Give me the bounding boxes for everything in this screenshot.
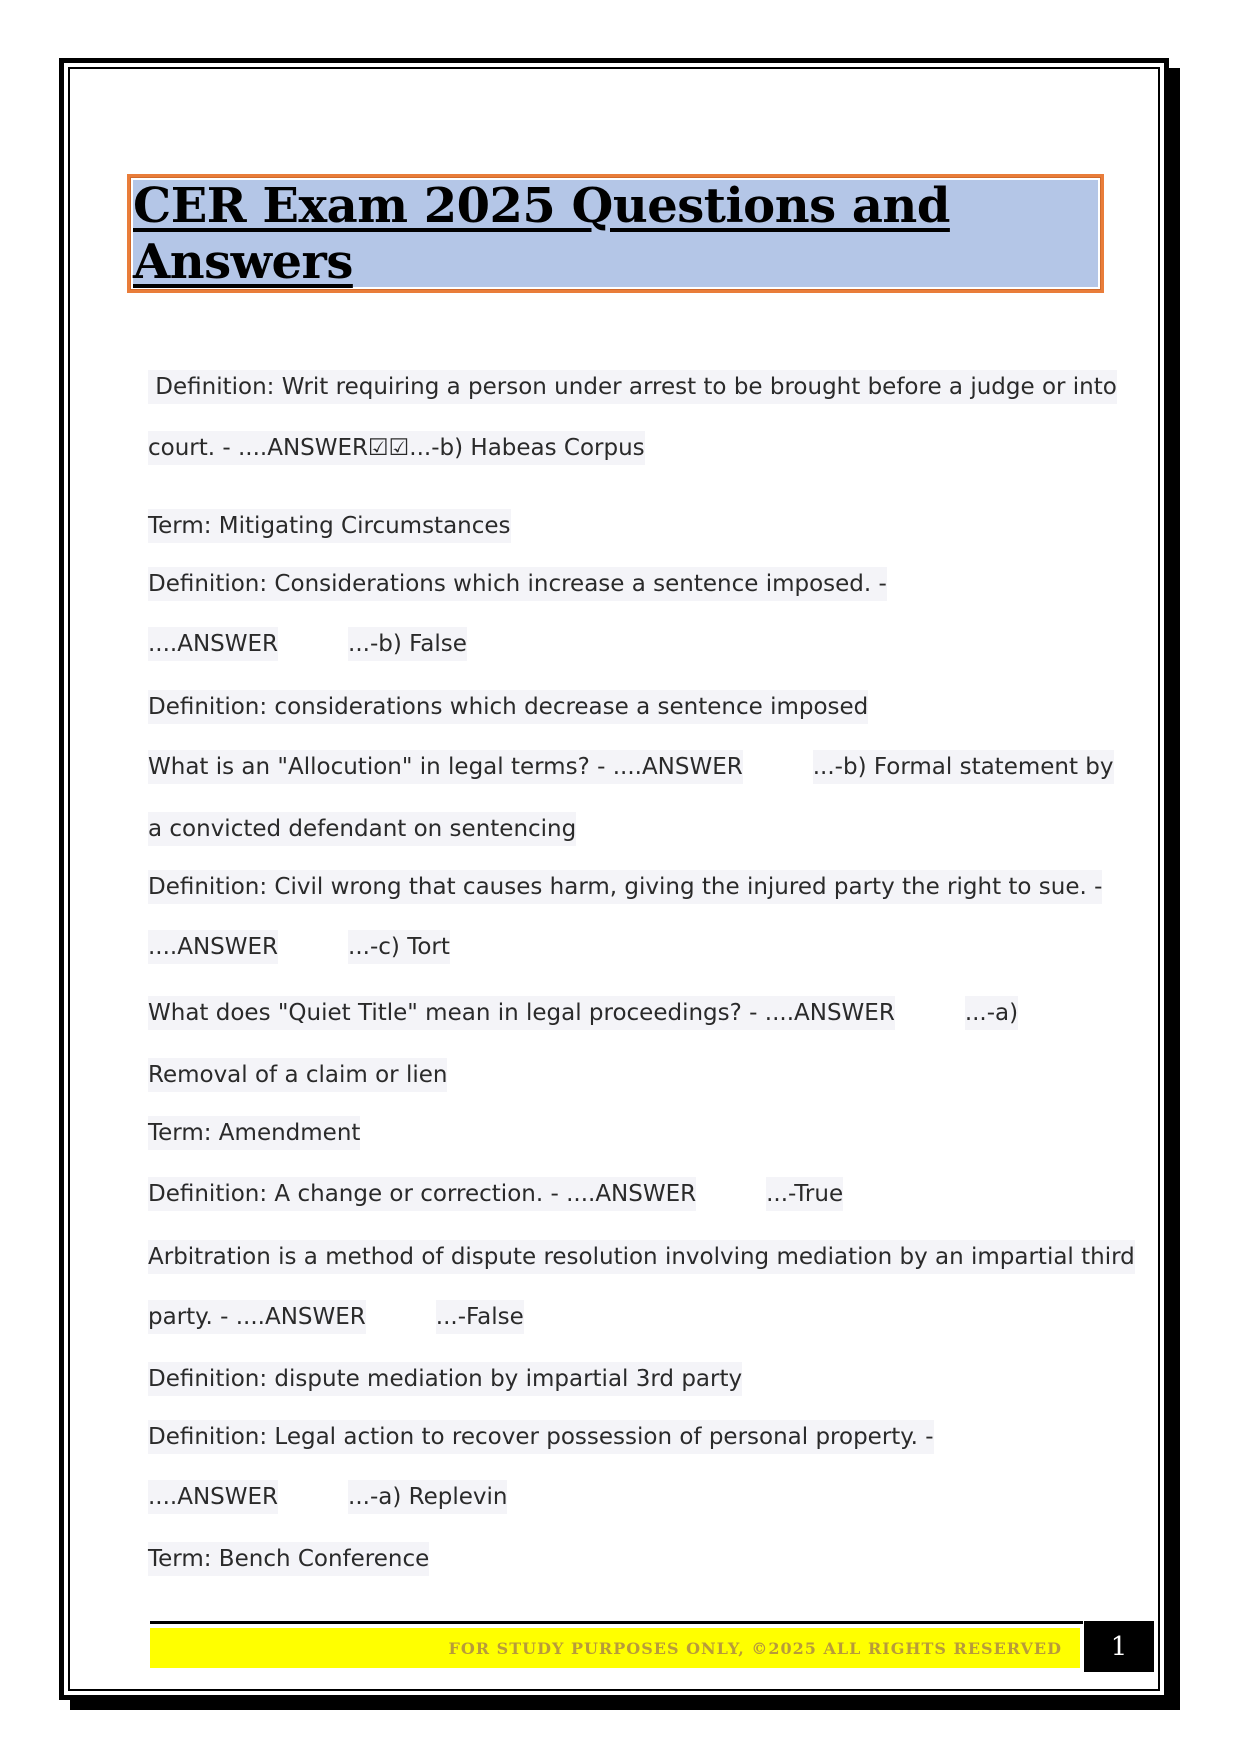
line-text: What is an "Allocution" in legal terms? - ....ANSWER xyxy=(148,754,743,780)
text-line xyxy=(148,1300,524,1334)
text-line xyxy=(148,870,1102,904)
line-text: Term: Bench Conference xyxy=(148,1546,430,1572)
text-line xyxy=(148,1177,843,1211)
text-line xyxy=(148,1116,360,1150)
document-title: CER Exam 2025 Questions and Answers xyxy=(133,177,950,290)
text-line xyxy=(148,1542,429,1576)
line-text: Definition: Writ requiring a person under arrest to be brought before a judge or into xyxy=(148,374,1117,400)
text-line xyxy=(148,370,1117,404)
text-line xyxy=(148,1240,1135,1274)
footer-bar xyxy=(150,1628,1080,1668)
text-line xyxy=(148,690,868,724)
line-text: Arbitration is a method of dispute resolution involving mediation by an impartial third xyxy=(148,1244,1135,1270)
blank-gap xyxy=(278,930,348,964)
title-box xyxy=(127,174,1104,293)
text-line xyxy=(148,750,1114,784)
text-line xyxy=(148,1480,507,1514)
line-text: Definition: considerations which decrease a sentence imposed xyxy=(148,694,869,720)
line-text: ....ANSWER xyxy=(148,1484,279,1510)
line-text: Definition: Considerations which increase a sentence imposed. - xyxy=(148,571,887,597)
answer-text: ...-b) Formal statement by xyxy=(812,754,1114,780)
line-text: ....ANSWER xyxy=(148,631,279,657)
answer-text: ...-b) False xyxy=(348,631,467,657)
blank-gap xyxy=(366,1300,436,1334)
blank-gap xyxy=(743,750,813,784)
line-text: Term: Amendment xyxy=(148,1120,361,1146)
footer-text: FOR STUDY PURPOSES ONLY, ©2025 ALL RIGHTS RESERVED xyxy=(448,1638,1062,1658)
blank-gap xyxy=(278,1480,348,1514)
line-text: Definition: dispute mediation by impartial 3rd party xyxy=(148,1366,743,1392)
text-line xyxy=(148,431,645,465)
answer-text: ...-c) Tort xyxy=(348,934,450,960)
line-text: a convicted defendant on sentencing xyxy=(148,816,577,842)
text-line xyxy=(148,1058,447,1092)
line-text: Definition: A change or correction. - ....ANSWER xyxy=(148,1181,697,1207)
page-number: 1 xyxy=(1084,1621,1154,1672)
text-line xyxy=(148,567,887,601)
text-line xyxy=(148,996,1018,1030)
answer-text: ...-False xyxy=(435,1304,524,1330)
answer-text: ...-a) Replevin xyxy=(348,1484,508,1510)
line-text: Definition: Civil wrong that causes harm, giving the injured party the right to sue. - xyxy=(148,874,1103,900)
text-line xyxy=(148,1420,934,1454)
line-text: Term: Mitigating Circumstances xyxy=(148,513,511,539)
blank-gap xyxy=(696,1177,766,1211)
line-text: party. - ....ANSWER xyxy=(148,1304,366,1330)
line-text: court. - ....ANSWER☑☑...-b) Habeas Corpus xyxy=(148,435,645,461)
answer-text: ...-True xyxy=(766,1181,844,1207)
line-text: Definition: Legal action to recover possession of personal property. - xyxy=(148,1424,934,1450)
line-text: ....ANSWER xyxy=(148,934,279,960)
text-line xyxy=(148,627,467,661)
text-line xyxy=(148,812,576,846)
blank-gap xyxy=(895,996,965,1030)
title-inner xyxy=(131,178,1100,289)
line-text: Removal of a claim or lien xyxy=(148,1062,448,1088)
text-line xyxy=(148,509,511,543)
text-line xyxy=(148,930,450,964)
blank-gap xyxy=(278,627,348,661)
footer-rule xyxy=(150,1621,1083,1624)
answer-text: ...-a) xyxy=(964,1000,1019,1026)
line-text: What does "Quiet Title" mean in legal proceedings? - ....ANSWER xyxy=(148,1000,895,1026)
text-line xyxy=(148,1362,742,1396)
